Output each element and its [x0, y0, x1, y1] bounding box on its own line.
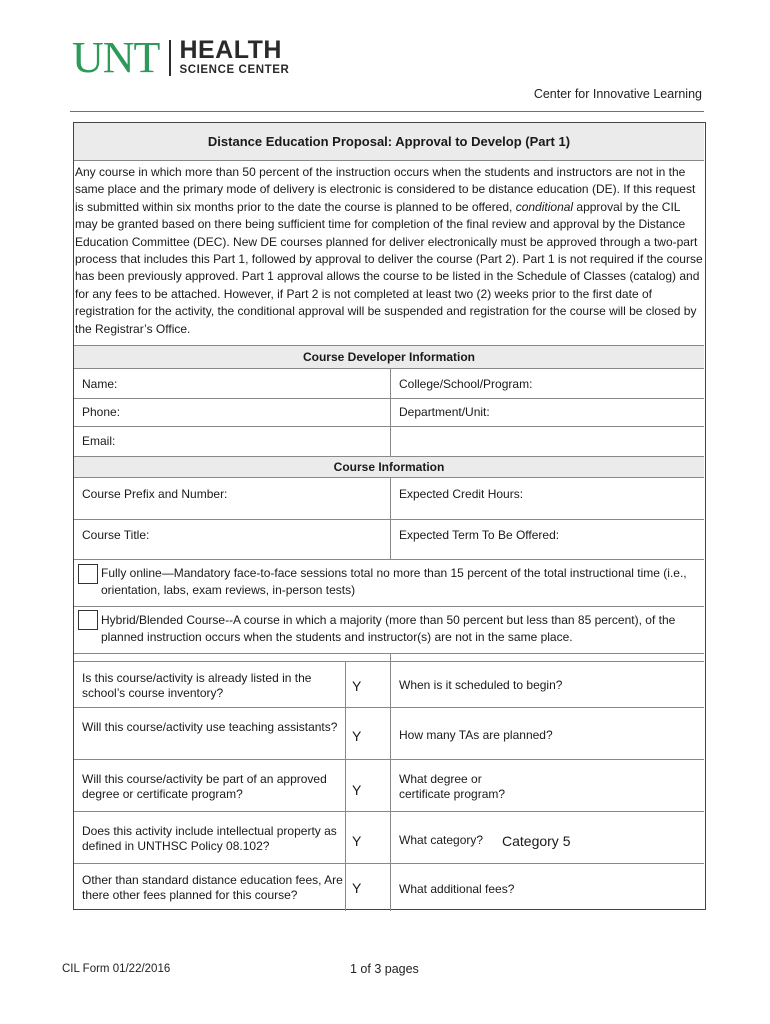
divider	[74, 559, 704, 560]
hybrid-label: Hybrid/Blended Course--A course in which a majority (more than 50 percent but less than 85 percent), of the planned instruction occurs when the students and instructor(s) are not in the same place.	[101, 613, 676, 644]
intro-text-2: approval by the CIL may be granted based on there being sufficient time for completion of the final review and approval by the Distance Education Committee (DEC). New DE courses planned for deliver electronically must be approved through a two-part process that includes this Part 1, followed by approval to deliver the course (Part 2). Part 1 is not required if the course has been previously approved. Part 1 approval allows the course to be listed in the Schedule of Classes (catalog) and for any fees to be attached. However, if Part 2 is not completed at least two (2) weeks prior to the first date of registration for the activity, the conditional approval will be suspended and registration for the course will be closed by the Registrar’s Office.	[75, 199, 703, 336]
form-id: CIL Form 01/22/2016	[62, 963, 171, 975]
course-section-heading: Course Information	[74, 456, 704, 478]
name-field[interactable]: Name:	[82, 377, 118, 391]
department-name: Center for Innovative Learning	[533, 87, 702, 101]
divider	[74, 606, 704, 607]
header-divider	[70, 111, 704, 112]
college-field[interactable]: College/School/Program:	[399, 377, 533, 391]
divider	[74, 519, 704, 520]
unt-health-logo	[72, 33, 290, 82]
answer-degree-program[interactable]: Y	[352, 782, 362, 798]
department-field[interactable]: Department/Unit:	[399, 405, 490, 419]
followup-category[interactable]: What category?	[399, 833, 484, 847]
divider	[74, 811, 704, 812]
logo-divider	[169, 40, 171, 76]
intro-paragraph	[75, 164, 705, 338]
fully-online-checkbox[interactable]	[78, 564, 98, 584]
divider	[74, 759, 704, 760]
answer-course-inventory[interactable]: Y	[352, 678, 362, 694]
column-divider	[390, 653, 391, 911]
answer-additional-fees[interactable]: Y	[352, 880, 362, 896]
followup-tas-planned[interactable]: How many TAs are planned?	[399, 728, 553, 742]
intro-text-1: Any course in which more than 50 percent of the instruction occurs when the students and instructors are not in the same place and the primary mode of delivery is electronic is considered to be distance education (DE). If this request is submitted within six months prior to the date the course is planned to be offered,	[75, 165, 696, 214]
divider	[74, 653, 704, 654]
page-number: 1 of 3 pages	[350, 962, 419, 976]
divider	[74, 398, 704, 399]
column-divider	[390, 478, 391, 559]
hybrid-checkbox[interactable]	[78, 610, 98, 630]
followup-additional-fees[interactable]: What additional fees?	[399, 882, 515, 896]
email-field[interactable]: Email:	[82, 434, 116, 448]
followup-degree-program[interactable]: What degree or certificate program?	[399, 772, 506, 801]
phone-field[interactable]: Phone:	[82, 405, 121, 419]
logo-health-text: HEALTH	[179, 36, 282, 64]
proposal-form	[73, 122, 706, 910]
form-title: Distance Education Proposal: Approval to Develop (Part 1)	[74, 123, 704, 161]
category-value[interactable]: Category 5	[502, 833, 571, 849]
question-additional-fees: Other than standard distance education fees, Are there other fees planned for this course?	[82, 873, 343, 902]
followup-scheduled-begin[interactable]: When is it scheduled to begin?	[399, 678, 563, 692]
credit-hours-field[interactable]: Expected Credit Hours:	[399, 487, 524, 501]
divider	[74, 661, 704, 662]
logo-science-center-text: SCIENCE CENTER	[179, 64, 290, 76]
answer-teaching-assistants[interactable]: Y	[352, 728, 362, 744]
term-offered-field[interactable]: Expected Term To Be Offered:	[399, 528, 560, 542]
question-intellectual-property: Does this activity include intellectual property as defined in UNTHSC Policy 08.102?	[82, 824, 337, 853]
course-title-field[interactable]: Course Title:	[82, 528, 150, 542]
column-divider	[390, 369, 391, 456]
question-teaching-assistants: Will this course/activity use teaching assistants?	[82, 720, 338, 734]
developer-section-heading: Course Developer Information	[74, 345, 704, 369]
fully-online-label: Fully online—Mandatory face-to-face sessions total no more than 15 percent of the total instructional time (i.e., orientation, labs, exam reviews, in-person tests)	[101, 566, 687, 597]
question-degree-program: Will this course/activity be part of an approved degree or certificate program?	[82, 772, 327, 801]
divider	[74, 863, 704, 864]
divider	[74, 707, 704, 708]
divider	[74, 426, 704, 427]
answer-intellectual-property[interactable]: Y	[352, 833, 362, 849]
logo-unt-text: UNT	[72, 33, 160, 82]
question-course-inventory: Is this course/activity is already listed in the school’s course inventory?	[82, 671, 312, 700]
course-prefix-field[interactable]: Course Prefix and Number:	[82, 487, 228, 501]
intro-conditional: conditional	[515, 199, 574, 214]
